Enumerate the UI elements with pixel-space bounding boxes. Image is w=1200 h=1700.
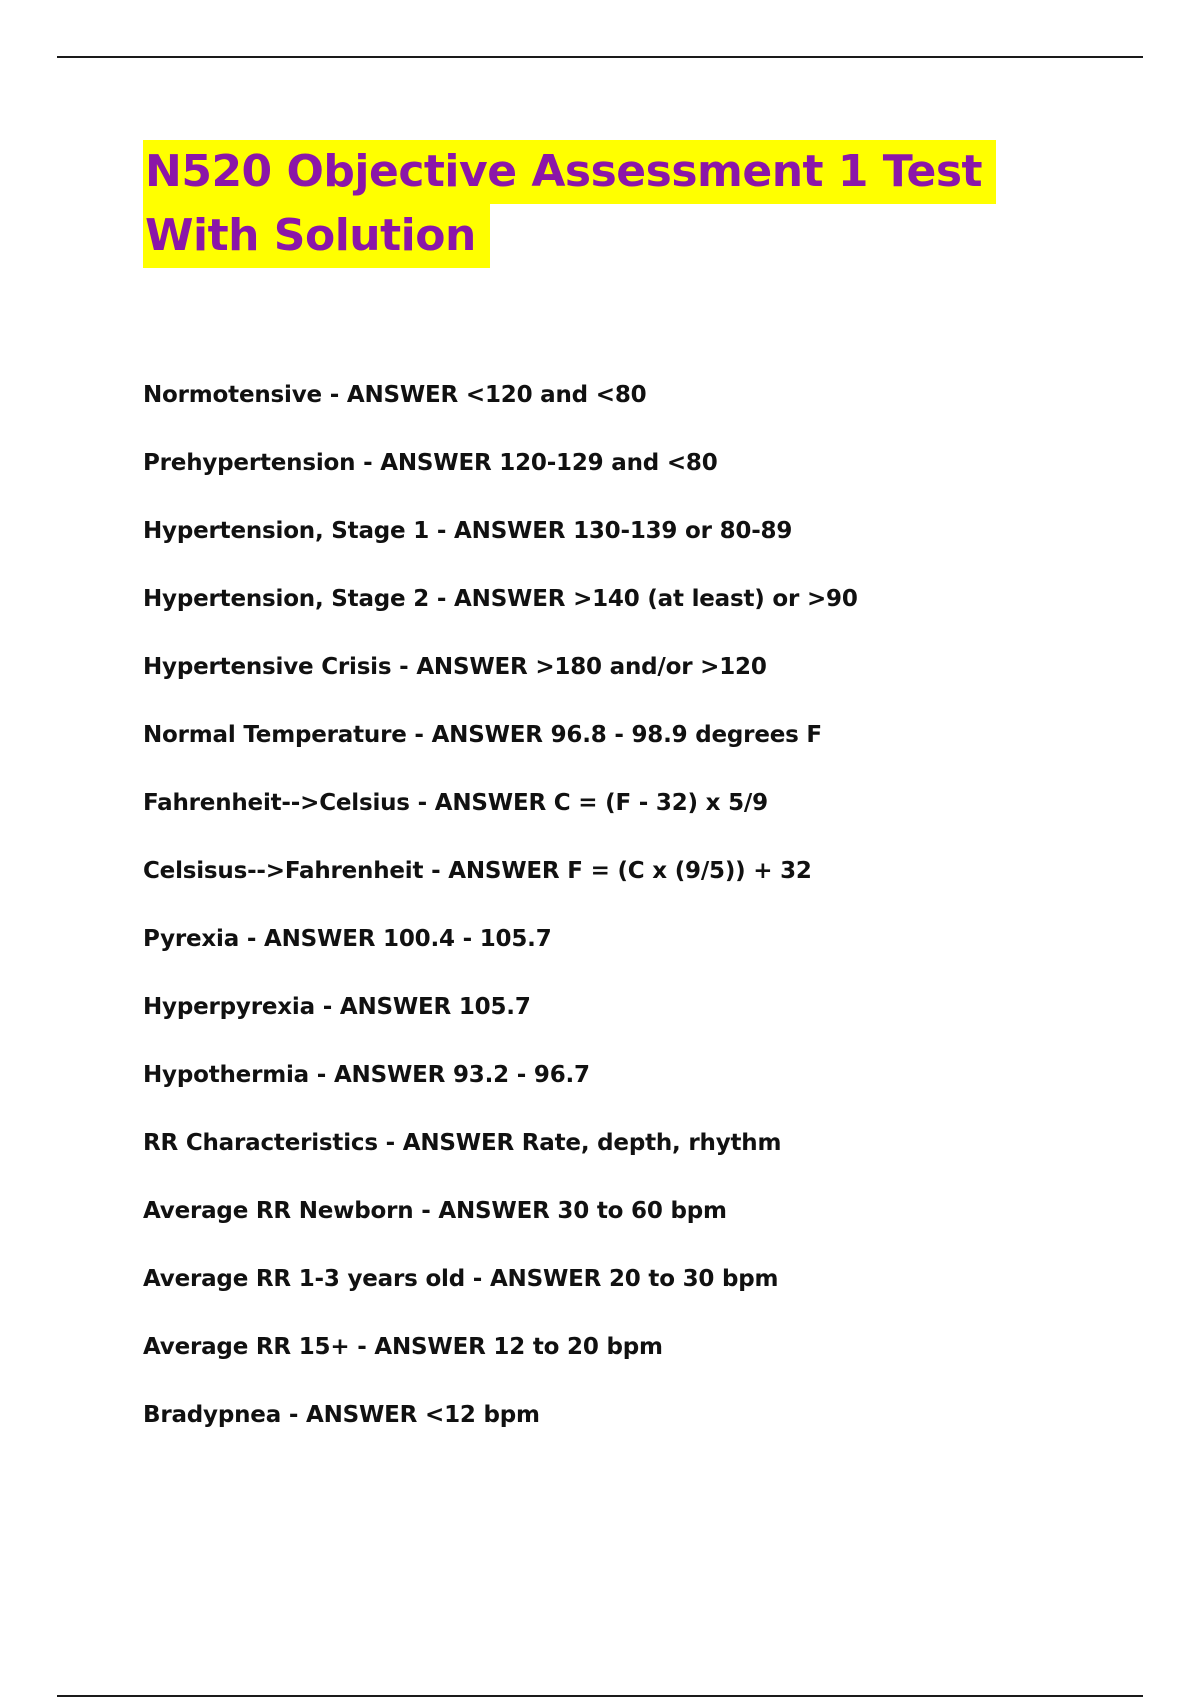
answer-separator: - ANSWER [281,1402,425,1428]
qa-answer: 12 to 20 bpm [493,1334,663,1360]
answer-separator: - ANSWER [321,382,466,408]
answer-separator: - ANSWER [239,926,384,952]
qa-item [143,582,858,650]
qa-item [143,1262,858,1330]
answer-separator: - ANSWER [429,586,574,612]
qa-answer: 105.7 [458,994,531,1020]
qa-item [143,650,858,718]
qa-term: Average RR 15+ [143,1334,350,1360]
qa-term: Bradypnea [143,1402,282,1428]
answer-separator: - ANSWER [413,1198,558,1224]
answer-separator: - ANSWER [349,1334,494,1360]
qa-answer: 120-129 and <80 [499,450,718,476]
qa-item [143,922,858,990]
qa-answer: 96.8 - 98.9 degrees F [550,722,822,748]
qa-answer: <12 bpm [425,1402,540,1428]
qa-term: Fahrenheit-->Celsius [143,790,410,816]
qa-item [143,1194,858,1262]
qa-answer: <120 and <80 [465,382,647,408]
qa-term: RR Characteristics [143,1130,378,1156]
answer-separator: - ANSWER [309,1062,453,1088]
answer-separator: - ANSWER [465,1266,609,1292]
qa-term: Hyperpyrexia [143,994,315,1020]
qa-answer: 130-139 or 80-89 [573,518,793,544]
answer-separator: - ANSWER [391,654,536,680]
qa-term: Average RR Newborn [143,1198,414,1224]
answer-separator: - ANSWER [406,722,551,748]
qa-item [143,1330,858,1398]
qa-term: Average RR 1-3 years old [143,1266,465,1292]
qa-term: Prehypertension [143,450,356,476]
qa-item [143,990,858,1058]
bottom-divider [57,1695,1143,1697]
answer-separator: - ANSWER [409,790,554,816]
qa-answer: >140 (at least) or >90 [573,586,858,612]
qa-item [143,378,858,446]
qa-answer: 20 to 30 bpm [608,1266,779,1292]
answer-separator: - ANSWER [423,858,568,884]
qa-item [143,1398,858,1466]
title-line-2: With Solution [143,204,490,268]
qa-term: Pyrexia [143,926,240,952]
qa-term: Normotensive [143,382,322,408]
qa-term: Hypertension, Stage 2 [143,586,430,612]
qa-item [143,854,858,922]
qa-answer: C = (F - 32) x 5/9 [553,790,768,816]
qa-term: Hypothermia [143,1062,309,1088]
qa-item [143,514,858,582]
answer-separator: - ANSWER [355,450,500,476]
qa-answer: 93.2 - 96.7 [452,1062,590,1088]
answer-separator: - ANSWER [377,1130,522,1156]
qa-answer: F = (C x (9/5)) + 32 [567,858,812,884]
top-divider [57,56,1143,58]
qa-answer: >180 and/or >120 [535,654,767,680]
title-line-1: N520 Objective Assessment 1 Test [143,140,996,204]
answer-separator: - ANSWER [429,518,574,544]
qa-item [143,718,858,786]
document-title [143,140,1043,268]
qa-item [143,1126,858,1194]
qa-item [143,786,858,854]
qa-answer: 100.4 - 105.7 [383,926,552,952]
qa-term: Hypertensive Crisis [143,654,392,680]
qa-term: Normal Temperature [143,722,407,748]
qa-term: Hypertension, Stage 1 [143,518,430,544]
answer-separator: - ANSWER [314,994,459,1020]
qa-item [143,1058,858,1126]
qa-answer: Rate, depth, rhythm [521,1130,782,1156]
qa-answer: 30 to 60 bpm [557,1198,727,1224]
qa-item [143,446,858,514]
qa-list [143,378,858,1466]
qa-term: Celsisus-->Fahrenheit [143,858,424,884]
